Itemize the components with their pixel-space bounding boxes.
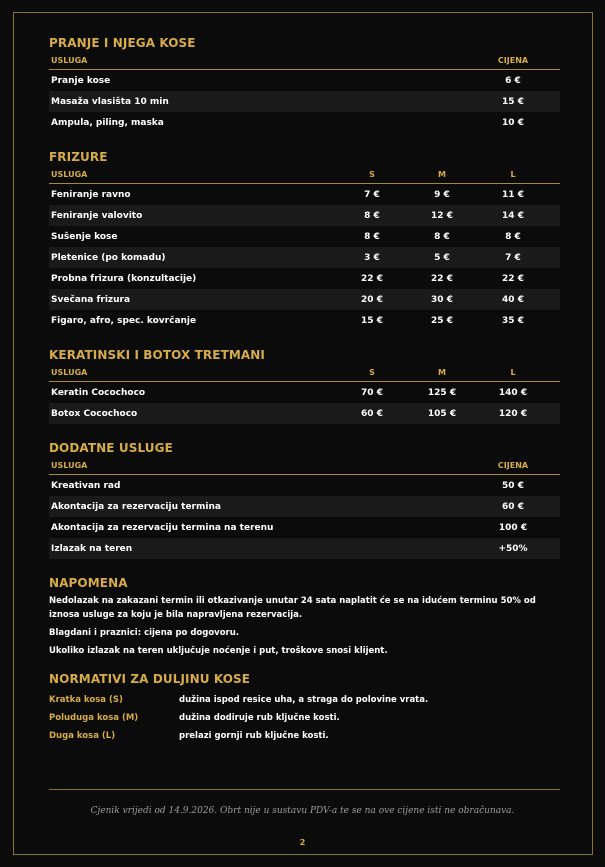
section-title: DODATNE USLUGE (49, 441, 173, 455)
service-name: Pranje kose (51, 75, 111, 86)
section-title: KERATINSKI I BOTOX TRETMANI (49, 348, 265, 362)
service-price: 6 € (505, 75, 521, 86)
price-l: 120 € (498, 408, 528, 419)
service-name: Kreativan rad (51, 480, 121, 491)
header-cijena: CIJENA (497, 56, 529, 65)
service-name: Feniranje valovito (51, 210, 143, 221)
section-napomena (49, 574, 560, 658)
note-cancellation: Nedolazak na zakazani termin ili otkazivanje unutar 24 sata naplatit će se na idućem terminu 50% od iznosa usluge za koju je bila napravljena rezervacija. (49, 596, 536, 620)
header-usluga: USLUGA (51, 368, 88, 377)
price-m: 30 € (431, 294, 453, 305)
service-name: Svečana frizura (51, 294, 131, 305)
table-row (49, 112, 560, 133)
header-cijena: CIJENA (497, 461, 529, 470)
service-name: Botox Cocochoco (51, 408, 138, 419)
price-l: 14 € (502, 210, 524, 221)
service-name: Masaža vlasišta 10 min (51, 96, 169, 107)
price-s: 70 € (361, 387, 383, 398)
table-row (49, 184, 560, 205)
service-name: Figaro, afro, spec. kovrčanje (51, 315, 197, 326)
header-l: L (510, 170, 516, 179)
table-row (49, 289, 560, 310)
service-name: Ampula, piling, maska (51, 117, 164, 128)
hair-length-desc: dužina dodiruje rub ključne kosti. (179, 713, 340, 723)
table-row (49, 226, 560, 247)
note-holidays: Blagdani i praznici: cijena po dogovoru. (49, 628, 240, 638)
section-dodatne (49, 439, 560, 559)
table-row (49, 538, 560, 559)
price-s: 20 € (361, 294, 383, 305)
price-s: 3 € (364, 252, 380, 263)
hair-length-desc: dužina ispod resice uha, a straga do polovine vrata. (179, 695, 429, 705)
service-price: +50% (498, 543, 528, 554)
hair-length-row (49, 727, 560, 745)
table-row (49, 268, 560, 289)
footer-divider (49, 789, 560, 790)
table-row (49, 205, 560, 226)
header-m: M (438, 368, 446, 377)
section-normativi (49, 670, 560, 745)
table-row (49, 91, 560, 112)
price-m: 22 € (431, 273, 453, 284)
hair-length-row (49, 709, 560, 727)
price-s: 7 € (364, 189, 380, 200)
service-name: Feniranje ravno (51, 189, 131, 200)
section-title: NAPOMENA (49, 576, 128, 590)
hair-length-row (49, 691, 560, 709)
note-travel: Ukoliko izlazak na teren uključuje noćenje i put, troškove snosi klijent. (49, 646, 388, 656)
table-row (49, 247, 560, 268)
header-s: S (369, 368, 375, 377)
price-m: 105 € (427, 408, 457, 419)
price-m: 8 € (434, 231, 450, 242)
header-usluga: USLUGA (51, 170, 88, 179)
section-title: NORMATIVI ZA DULJINU KOSE (49, 672, 251, 686)
hair-length-label: Duga kosa (L) (49, 731, 116, 741)
price-s: 60 € (361, 408, 383, 419)
price-s: 22 € (361, 273, 383, 284)
price-l: 11 € (502, 189, 524, 200)
table-header (49, 166, 560, 184)
hair-length-desc: prelazi gornji rub ključne kosti. (179, 731, 329, 741)
service-price: 50 € (502, 480, 524, 491)
header-s: S (369, 170, 375, 179)
service-name: Pletenice (po komadu) (51, 252, 166, 263)
service-name: Keratin Cocochoco (51, 387, 146, 398)
price-m: 25 € (431, 315, 453, 326)
price-l: 8 € (505, 231, 521, 242)
header-m: M (438, 170, 446, 179)
service-price: 10 € (502, 117, 524, 128)
service-name: Akontacija za rezervaciju termina na terenu (51, 522, 274, 533)
price-s: 15 € (361, 315, 383, 326)
hair-length-label: Kratka kosa (S) (49, 695, 123, 705)
header-l: L (510, 368, 516, 377)
price-l: 22 € (502, 273, 524, 284)
section-keratin (49, 346, 560, 424)
section-pranje (49, 34, 560, 133)
price-m: 9 € (434, 189, 450, 200)
service-price: 100 € (498, 522, 528, 533)
price-m: 5 € (434, 252, 450, 263)
price-list (49, 30, 560, 745)
table-header (49, 364, 560, 382)
table-row (49, 475, 560, 496)
table-row (49, 382, 560, 403)
section-title: PRANJE I NJEGA KOSE (49, 36, 196, 50)
service-name: Akontacija za rezervaciju termina (51, 501, 221, 512)
price-l: 7 € (505, 252, 521, 263)
table-row (49, 496, 560, 517)
price-s: 8 € (364, 231, 380, 242)
service-name: Sušenje kose (51, 231, 118, 242)
price-l: 35 € (502, 315, 524, 326)
header-usluga: USLUGA (51, 56, 88, 65)
hair-length-label: Poluduga kosa (M) (49, 713, 139, 723)
price-m: 12 € (431, 210, 453, 221)
price-l: 140 € (498, 387, 528, 398)
service-name: Probna frizura (konzultacije) (51, 273, 197, 284)
service-name: Izlazak na teren (51, 543, 133, 554)
section-title: FRIZURE (49, 150, 108, 164)
table-row (49, 310, 560, 331)
service-price: 60 € (502, 501, 524, 512)
footer-note: Cjenik vrijedi od 14.9.2026. Obrt nije u sustavu PDV-a te se na ove cijene isti ne obračunava. (90, 806, 515, 816)
table-header (49, 52, 560, 70)
section-frizure (49, 148, 560, 331)
header-usluga: USLUGA (51, 461, 88, 470)
table-row (49, 517, 560, 538)
price-m: 125 € (427, 387, 457, 398)
service-price: 15 € (502, 96, 524, 107)
table-row (49, 403, 560, 424)
table-row (49, 70, 560, 91)
price-l: 40 € (502, 294, 524, 305)
page-number: 2 (299, 838, 306, 847)
price-s: 8 € (364, 210, 380, 221)
table-header (49, 457, 560, 475)
